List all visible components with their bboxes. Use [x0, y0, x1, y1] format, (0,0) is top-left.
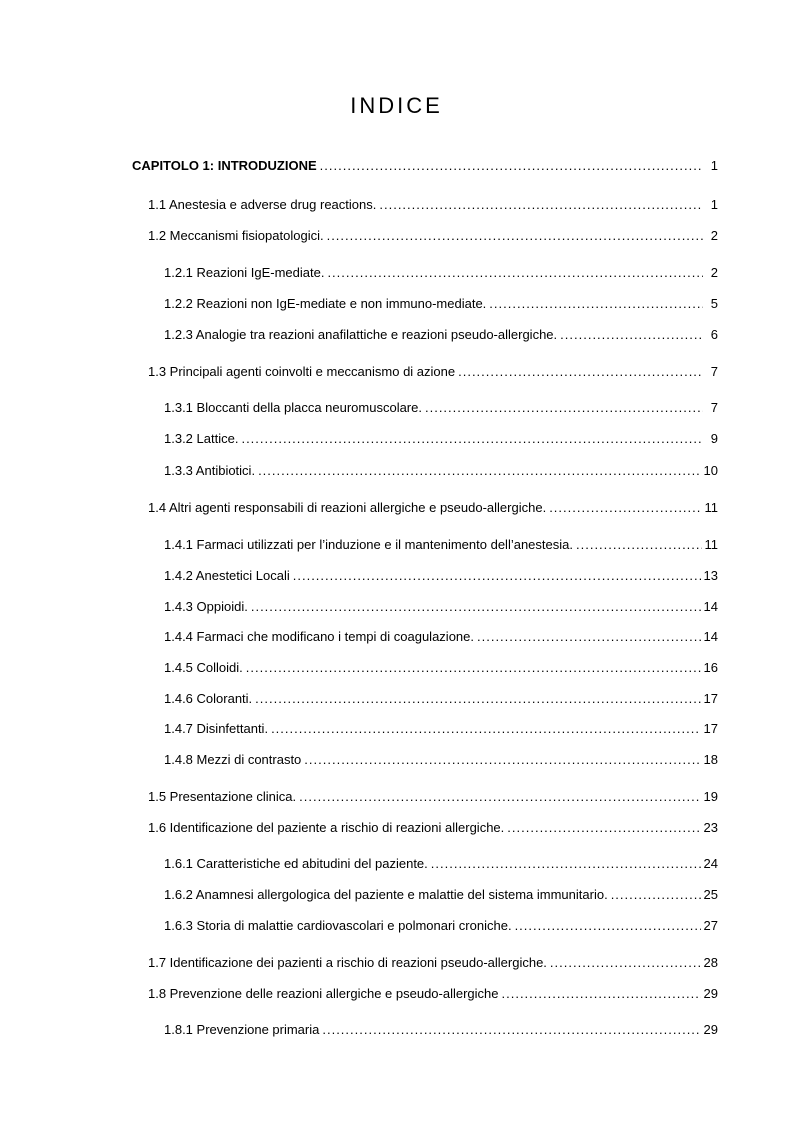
toc-entry-label: 1.5 Presentazione clinica.	[148, 789, 297, 804]
dot-leader	[304, 751, 700, 769]
toc-entry-page: 16	[703, 660, 718, 675]
toc-entry-page: 2	[710, 228, 718, 243]
toc-entry-label: 1.4.7 Disinfettanti.	[164, 721, 269, 736]
toc-entry-1-6-3[interactable]	[164, 917, 718, 935]
toc-entry-1-4-4[interactable]	[164, 628, 718, 646]
toc-entry-label: 1.7 Identificazione dei pazienti a rischio di reazioni pseudo-allergiche.	[148, 955, 547, 970]
dot-leader	[258, 462, 700, 480]
toc-entry-page: 19	[703, 789, 718, 804]
toc-entry-1-4-1[interactable]	[164, 536, 718, 554]
toc-entry-label: 1.4.1 Farmaci utilizzati per l’induzione e il mantenimento dell’anestesia.	[164, 537, 573, 552]
toc-entry-1-4-5[interactable]	[164, 659, 718, 677]
toc-entry-label: 1.8.1 Prevenzione primaria	[164, 1022, 320, 1037]
toc-entry-label: 1.4.8 Mezzi di contrasto	[164, 752, 302, 767]
toc-entry-label: 1.3 Principali agenti coinvolti e meccanismo di azione	[148, 364, 456, 379]
toc-entry-1-1[interactable]	[148, 196, 718, 214]
toc-entry-1-3[interactable]	[148, 363, 718, 381]
toc-entry-page: 17	[703, 721, 718, 736]
toc-entry-1-2-2[interactable]	[164, 295, 718, 313]
toc-entry-page: 25	[703, 887, 718, 902]
toc-entry-1-3-2[interactable]	[164, 430, 718, 448]
toc-entry-page: 23	[703, 820, 718, 835]
toc-entry-label: 1.8 Prevenzione delle reazioni allergiche e pseudo-allergiche	[148, 986, 499, 1001]
toc-entry-1-4-6[interactable]	[164, 690, 718, 708]
toc-entry-page: 5	[710, 296, 718, 311]
toc-entry-page: 28	[703, 955, 718, 970]
toc-entry-page: 6	[710, 327, 718, 342]
toc-entry-1-8[interactable]	[148, 985, 718, 1003]
dot-leader	[477, 628, 701, 646]
toc-entry-1-4[interactable]	[148, 499, 718, 517]
toc-entry-page: 13	[703, 568, 718, 583]
toc-entry-1-6-1[interactable]	[164, 855, 718, 873]
dot-leader	[611, 886, 701, 904]
toc-entry-1-4-8[interactable]	[164, 751, 718, 769]
dot-leader	[271, 720, 700, 738]
dot-leader	[246, 659, 701, 677]
toc-entry-label: 1.4.3 Oppioidi.	[164, 599, 248, 614]
toc-entry-page: 11	[704, 500, 718, 515]
toc-entry-page: 7	[710, 400, 718, 415]
dot-leader	[251, 598, 701, 616]
toc-entry-page: 17	[703, 691, 718, 706]
dot-leader	[576, 536, 702, 554]
dot-leader	[320, 157, 703, 175]
toc-entry-label: 1.4.2 Anestetici Locali	[164, 568, 290, 583]
dot-leader	[379, 196, 703, 214]
toc-entry-page: 1	[710, 158, 718, 173]
dot-leader	[293, 567, 701, 585]
toc-entry-label: 1.2 Meccanismi fisiopatologici.	[148, 228, 324, 243]
toc-entry-1-3-3[interactable]	[164, 462, 718, 480]
toc-entry-label: 1.6 Identificazione del paziente a rischio di reazioni allergiche.	[148, 820, 505, 835]
toc-entry-1-4-2[interactable]	[164, 567, 718, 585]
toc-entry-1-4-7[interactable]	[164, 720, 718, 738]
toc-entry-label: 1.6.3 Storia di malattie cardiovascolari e polmonari croniche.	[164, 918, 512, 933]
toc-entry-label: 1.3.2 Lattice.	[164, 431, 239, 446]
toc-entry-1-2-1[interactable]	[164, 264, 718, 282]
toc-entry-page: 29	[703, 1022, 718, 1037]
toc-entry-page: 11	[704, 537, 718, 552]
toc-entry-label: 1.4.5 Colloidi.	[164, 660, 243, 675]
dot-leader	[502, 985, 701, 1003]
toc-entry-label: CAPITOLO 1: INTRODUZIONE	[132, 158, 317, 173]
toc-entry-1-2-3[interactable]	[164, 326, 718, 344]
toc-entry-label: 1.4.4 Farmaci che modificano i tempi di coagulazione.	[164, 629, 474, 644]
toc-entry-label: 1.2.1 Reazioni IgE-mediate.	[164, 265, 325, 280]
dot-leader	[549, 499, 701, 517]
page-title: INDICE	[350, 93, 443, 118]
toc-entry-label: 1.6.1 Caratteristiche ed abitudini del paziente.	[164, 856, 428, 871]
dot-leader	[489, 295, 703, 313]
dot-leader	[255, 690, 700, 708]
toc-entry-label: 1.2.2 Reazioni non IgE-mediate e non immuno-mediate.	[164, 296, 487, 311]
dot-leader	[425, 399, 703, 417]
toc-entry-1-6[interactable]	[148, 819, 718, 837]
toc-entry-1-4-3[interactable]	[164, 598, 718, 616]
dot-leader	[458, 363, 703, 381]
toc-entry-page: 2	[710, 265, 718, 280]
toc-entry-page: 14	[703, 629, 718, 644]
toc-entry-1-2[interactable]	[148, 227, 718, 245]
dot-leader	[550, 954, 701, 972]
toc-entry-1-8-1[interactable]	[164, 1021, 718, 1039]
toc-entry-page: 18	[703, 752, 718, 767]
toc-entry-page: 7	[710, 364, 718, 379]
toc-entry-chapter-1[interactable]	[132, 157, 718, 175]
toc-entry-label: 1.6.2 Anamnesi allergologica del paziente e malattie del sistema immunitario.	[164, 887, 608, 902]
toc-entry-label: 1.4.6 Coloranti.	[164, 691, 253, 706]
dot-leader	[507, 819, 700, 837]
toc-entry-page: 10	[703, 463, 718, 478]
toc-entry-1-7[interactable]	[148, 954, 718, 972]
toc-entry-1-6-2[interactable]	[164, 886, 718, 904]
dot-leader	[560, 326, 703, 344]
dot-leader	[327, 227, 703, 245]
toc-entry-label: 1.2.3 Analogie tra reazioni anafilattiche e reazioni pseudo-allergiche.	[164, 327, 558, 342]
toc-entry-label: 1.4 Altri agenti responsabili di reazioni allergiche e pseudo-allergiche.	[148, 500, 547, 515]
toc-entry-page: 1	[710, 197, 718, 212]
toc-entry-label: 1.1 Anestesia e adverse drug reactions.	[148, 197, 377, 212]
toc-entry-label: 1.3.1 Bloccanti della placca neuromuscolare.	[164, 400, 422, 415]
toc-entry-page: 27	[703, 918, 718, 933]
toc-entry-page: 29	[703, 986, 718, 1001]
dot-leader	[515, 917, 701, 935]
dot-leader	[322, 1021, 700, 1039]
dot-leader	[299, 788, 700, 806]
toc-entry-page: 9	[710, 431, 718, 446]
toc-entry-1-3-1[interactable]	[164, 399, 718, 417]
toc-entry-1-5[interactable]	[148, 788, 718, 806]
toc-entry-page: 14	[703, 599, 718, 614]
dot-leader	[431, 855, 701, 873]
toc-entry-label: 1.3.3 Antibiotici.	[164, 463, 256, 478]
dot-leader	[327, 264, 703, 282]
toc-entry-page: 24	[703, 856, 718, 871]
dot-leader	[241, 430, 703, 448]
